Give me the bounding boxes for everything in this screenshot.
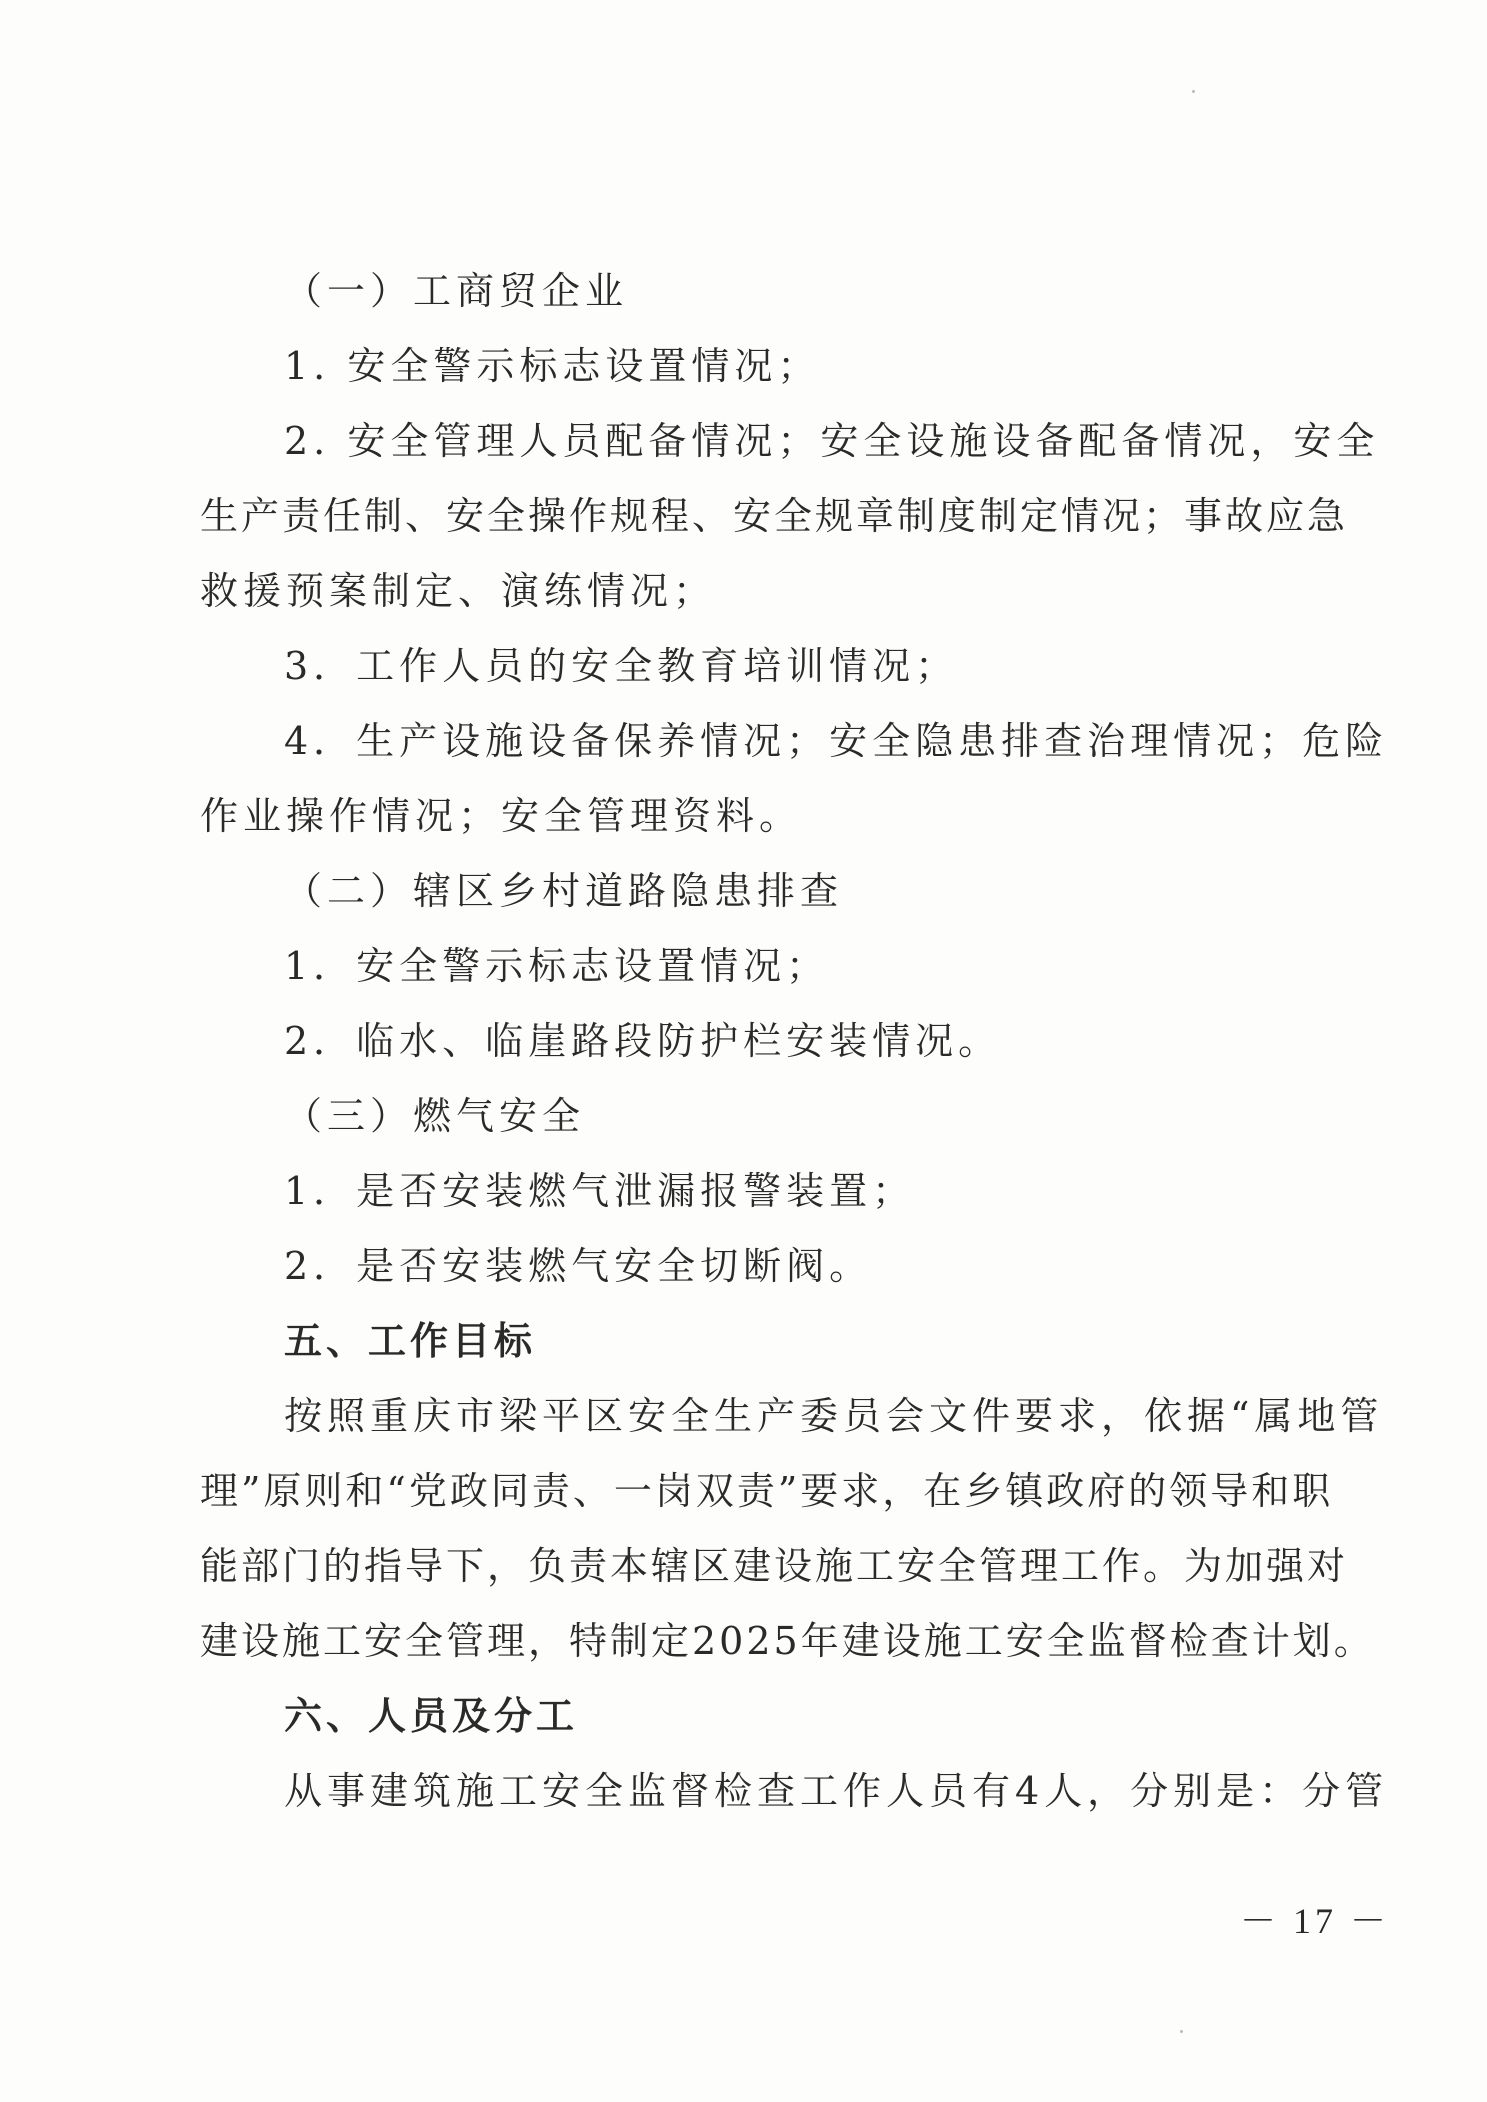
paragraph-line: 2. 安全管理人员配备情况；安全设施设备配备情况，安全 [284, 419, 1380, 463]
paragraph-line: 从事建筑施工安全监督检查工作人员有4人，分别是：分管 [284, 1769, 1389, 1813]
scan-speck [1180, 2030, 1183, 2033]
list-item: 1. 安全警示标志设置情况； [284, 344, 821, 388]
paragraph-line: 救援预案制定、演练情况； [200, 569, 717, 613]
paragraph-line: 按照重庆市梁平区安全生产委员会文件要求，依据“属地管 [284, 1394, 1384, 1438]
paragraph-line: 生产责任制、安全操作规程、安全规章制度制定情况；事故应急 [200, 494, 1349, 538]
section-heading-1: （一）工商贸企业 [284, 269, 629, 313]
page-number: － 17 － [1240, 1901, 1391, 1941]
paragraph-line: 作业操作情况；安全管理资料。 [200, 794, 803, 838]
list-item: 1．是否安装燃气泄漏报警装置； [284, 1169, 916, 1213]
paragraph-line: 理”原则和“党政同责、一岗双责”要求，在乡镇政府的领导和职 [200, 1469, 1334, 1513]
list-item: 1．安全警示标志设置情况； [284, 944, 830, 988]
paragraph-line: 4．生产设施设备保养情况；安全隐患排查治理情况；危险 [284, 719, 1389, 763]
paragraph-line: 能部门的指导下，负责本辖区建设施工安全管理工作。为加强对 [200, 1544, 1349, 1588]
section-heading-2: （二）辖区乡村道路隐患排查 [284, 869, 844, 913]
section-heading-3: （三）燃气安全 [284, 1094, 586, 1138]
chapter-heading-staff: 六、人员及分工 [284, 1694, 579, 1738]
paragraph-line: 建设施工安全管理，特制定2025年建设施工安全监督检查计划。 [200, 1619, 1375, 1663]
scan-speck [1192, 90, 1195, 93]
list-item: 2．是否安装燃气安全切断阀。 [284, 1244, 873, 1288]
chapter-heading-goals: 五、工作目标 [284, 1319, 537, 1363]
list-item: 2．临水、临崖路段防护栏安装情况。 [284, 1019, 1002, 1063]
list-item: 3．工作人员的安全教育培训情况； [284, 644, 959, 688]
